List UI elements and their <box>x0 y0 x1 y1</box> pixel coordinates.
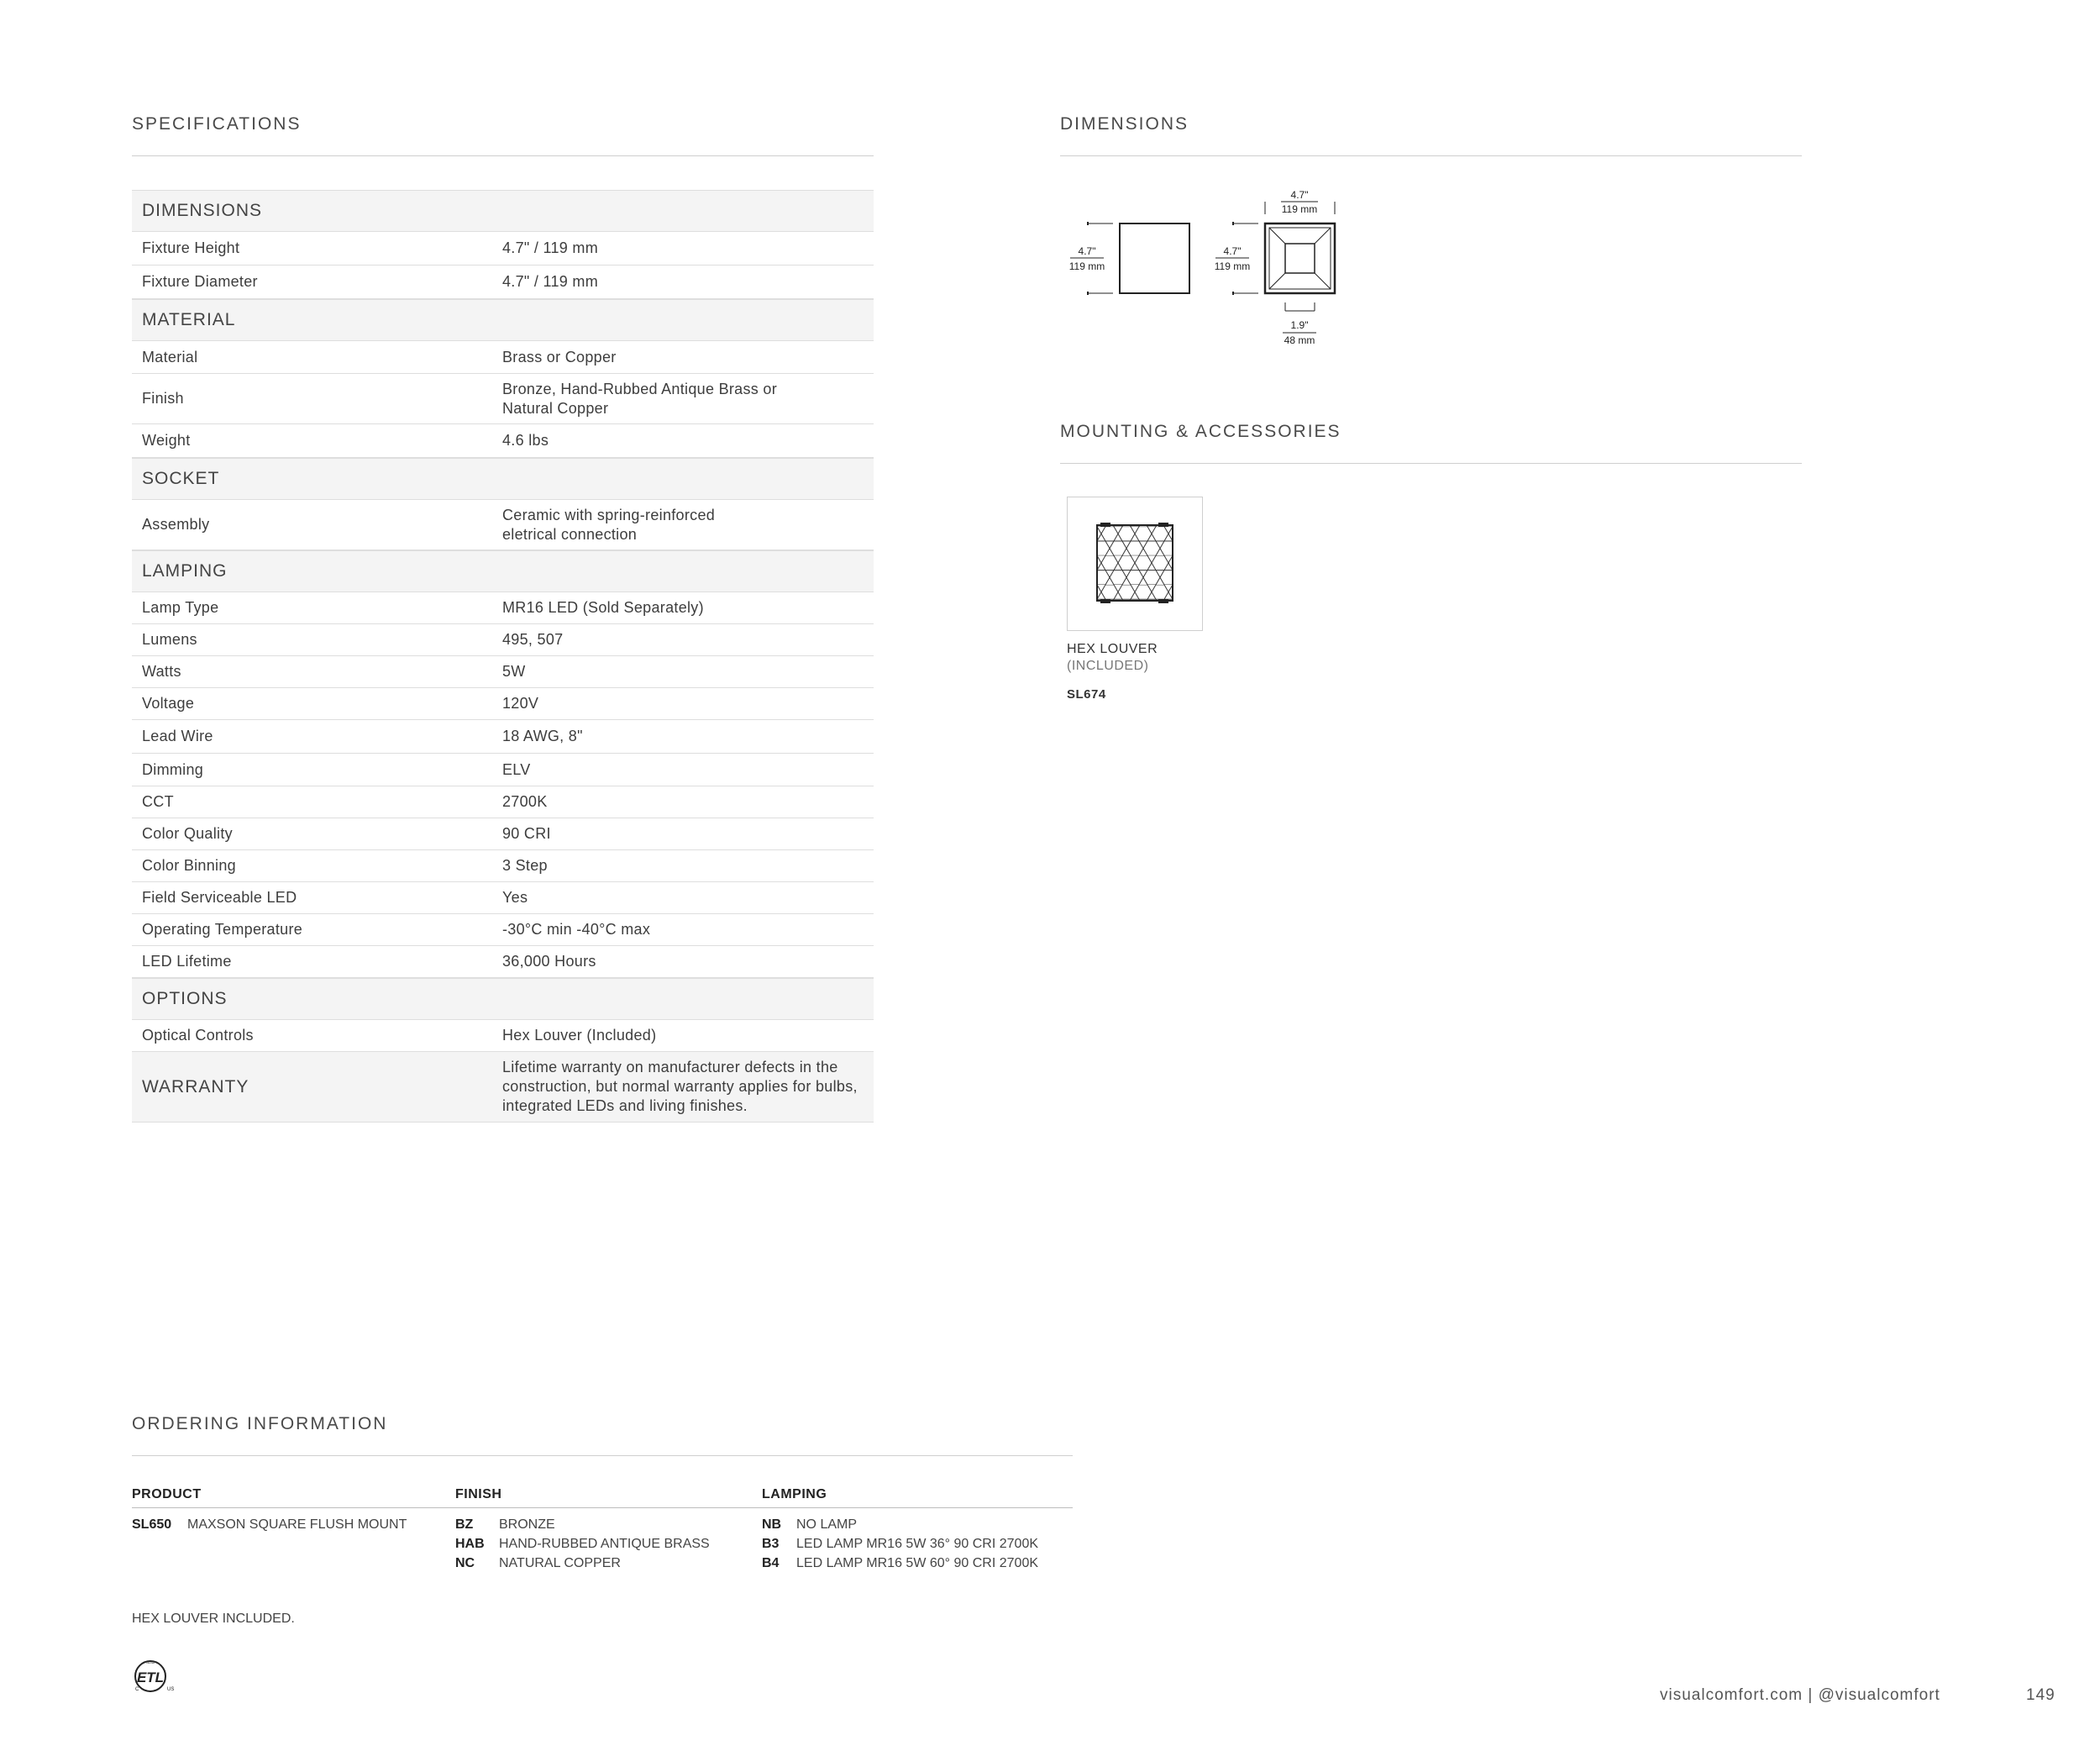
ordering-rule <box>132 1455 1073 1456</box>
etl-listed-icon <box>132 1658 182 1695</box>
specifications-title: SPECIFICATIONS <box>132 114 302 134</box>
lamping-option <box>762 1556 1038 1571</box>
etl-us-text: US <box>167 1687 175 1692</box>
ordering-header-rule <box>132 1507 1073 1508</box>
spec-row <box>132 720 874 754</box>
warranty-value: Lifetime warranty on manufacturer defects in the construction, but normal warranty applies for bulbs, integrated LEDs and living finishes. <box>502 1059 858 1114</box>
footer-site: visualcomfort.com | @visualcomfort <box>1660 1686 1940 1704</box>
side-height-in: 4.7" <box>1078 245 1096 257</box>
spec-label: CCT <box>142 793 174 810</box>
spec-value: 3 Step <box>502 857 548 874</box>
ordering-header-finish: FINISH <box>455 1487 502 1501</box>
spec-label: Color Binning <box>142 857 236 874</box>
spec-value: Brass or Copper <box>502 348 617 365</box>
spec-label: Voltage <box>142 695 195 712</box>
spec-row <box>132 656 874 688</box>
dimension-drawing <box>1054 181 1357 349</box>
spec-label: Fixture Diameter <box>142 273 258 290</box>
spec-row <box>132 592 874 624</box>
top-width-in: 4.7" <box>1290 189 1309 201</box>
side-view-drawing <box>1070 222 1189 295</box>
spec-label: Field Serviceable LED <box>142 889 297 906</box>
spec-value: ELV <box>502 760 531 778</box>
spec-row <box>132 341 874 374</box>
spec-value: 120V <box>502 695 539 712</box>
spec-label: Lumens <box>142 631 197 648</box>
spec-label: Operating Temperature <box>142 921 303 938</box>
mounting-title: MOUNTING & ACCESSORIES <box>1060 422 1341 441</box>
lamping-option <box>762 1517 857 1533</box>
finish-code: HAB <box>455 1537 485 1551</box>
spec-label: LED Lifetime <box>142 953 232 970</box>
side-height-mm: 119 mm <box>1068 260 1105 272</box>
finish-code: BZ <box>455 1517 474 1532</box>
mounting-rule <box>1060 463 1802 464</box>
spec-value: 36,000 Hours <box>502 953 596 970</box>
spec-label: Lead Wire <box>142 728 213 744</box>
spec-label: Optical Controls <box>142 1027 254 1044</box>
front-height-in: 4.7" <box>1223 245 1242 257</box>
spec-value: Bronze, Hand-Rubbed Antique Brass or Natural Copper <box>502 380 777 417</box>
spec-table <box>132 190 874 1123</box>
spec-value: 4.6 lbs <box>502 432 549 449</box>
spec-label: Finish <box>142 390 184 407</box>
hex-louver-icon <box>1068 497 1202 630</box>
spec-value: 4.7" / 119 mm <box>502 273 599 290</box>
spec-value: 495, 507 <box>502 631 564 648</box>
spec-label: Weight <box>142 432 191 449</box>
spec-value: 2700K <box>502 793 548 810</box>
spec-row <box>132 688 874 720</box>
spec-label: Assembly <box>142 516 210 533</box>
etl-c-text: C <box>135 1687 139 1692</box>
accessory-note: (INCLUDED) <box>1067 659 1149 673</box>
group-heading-material: MATERIAL <box>132 299 874 341</box>
spec-label: Dimming <box>142 760 204 778</box>
etl-intertek-text: Intertek <box>145 1661 155 1664</box>
spec-row <box>132 818 874 850</box>
lamping-option <box>762 1537 1038 1552</box>
lamping-name: LED LAMP MR16 5W 60° 90 CRI 2700K <box>796 1556 1039 1570</box>
spec-label: Material <box>142 348 198 365</box>
spec-label: Color Quality <box>142 825 233 842</box>
group-heading-options: OPTIONS <box>132 978 874 1020</box>
finish-code: NC <box>455 1556 475 1570</box>
accessory-name: HEX LOUVER <box>1067 642 1158 656</box>
product-code: SL650 <box>132 1517 172 1532</box>
dimensions-rule <box>1060 155 1802 156</box>
accessory-code: SL674 <box>1067 687 1106 702</box>
lamping-name: LED LAMP MR16 5W 36° 90 CRI 2700K <box>796 1537 1039 1551</box>
spec-row <box>132 266 874 299</box>
spec-row <box>132 754 874 786</box>
spec-value: 5W <box>502 663 526 680</box>
ordering-title: ORDERING INFORMATION <box>132 1414 388 1433</box>
spec-row <box>132 946 874 978</box>
spec-row <box>132 424 874 458</box>
hex-louver-thumbnail <box>1067 497 1203 631</box>
spec-value: 4.7" / 119 mm <box>502 239 599 256</box>
spec-label: Watts <box>142 663 181 680</box>
etl-mark-text: ETL <box>136 1669 165 1685</box>
lamping-code: B3 <box>762 1537 780 1551</box>
group-heading-lamping: LAMPING <box>132 550 874 592</box>
spec-row <box>132 500 874 550</box>
page-number: 149 <box>2026 1686 2055 1704</box>
finish-name: HAND-RUBBED ANTIQUE BRASS <box>499 1537 710 1551</box>
ordering-header-product: PRODUCT <box>132 1487 202 1501</box>
dimensions-title: DIMENSIONS <box>1060 114 1189 134</box>
spec-value: -30°C min -40°C max <box>502 921 651 938</box>
spec-row <box>132 882 874 914</box>
spec-value: Ceramic with spring-reinforced eletrical connection <box>502 506 716 543</box>
spec-row <box>132 374 874 424</box>
spec-value: Hex Louver (Included) <box>502 1027 657 1044</box>
ordering-footnote: HEX LOUVER INCLUDED. <box>132 1612 295 1626</box>
finish-name: NATURAL COPPER <box>499 1556 621 1570</box>
group-heading-socket: SOCKET <box>132 458 874 500</box>
spec-row <box>132 786 874 818</box>
lamping-code: B4 <box>762 1556 780 1570</box>
aperture-in: 1.9" <box>1290 319 1309 331</box>
product-name: MAXSON SQUARE FLUSH MOUNT <box>187 1517 407 1532</box>
finish-option <box>455 1517 555 1533</box>
warranty-label: WARRANTY <box>142 1076 249 1096</box>
finish-option <box>455 1537 710 1552</box>
spec-value: 18 AWG, 8" <box>502 728 583 744</box>
front-height-mm: 119 mm <box>1214 260 1251 272</box>
lamping-name: NO LAMP <box>796 1517 858 1532</box>
group-heading-dimensions: DIMENSIONS <box>132 190 874 232</box>
finish-name: BRONZE <box>499 1517 555 1532</box>
spec-row <box>132 232 874 266</box>
ordering-header-lamping: LAMPING <box>762 1487 827 1501</box>
spec-value: Yes <box>502 889 528 906</box>
spec-value: 90 CRI <box>502 825 551 842</box>
spec-label: Fixture Height <box>142 239 240 256</box>
top-width-mm: 119 mm <box>1281 203 1318 215</box>
spec-row <box>132 1020 874 1052</box>
warranty-row <box>132 1052 874 1123</box>
finish-option <box>455 1556 621 1571</box>
specifications-rule <box>132 155 874 156</box>
aperture-mm: 48 mm <box>1284 334 1315 346</box>
spec-row <box>132 624 874 656</box>
ordering-product <box>132 1517 407 1533</box>
spec-label: Lamp Type <box>142 599 219 616</box>
spec-row <box>132 914 874 946</box>
spec-row <box>132 850 874 882</box>
spec-value: MR16 LED (Sold Separately) <box>502 599 704 616</box>
lamping-code: NB <box>762 1517 782 1532</box>
